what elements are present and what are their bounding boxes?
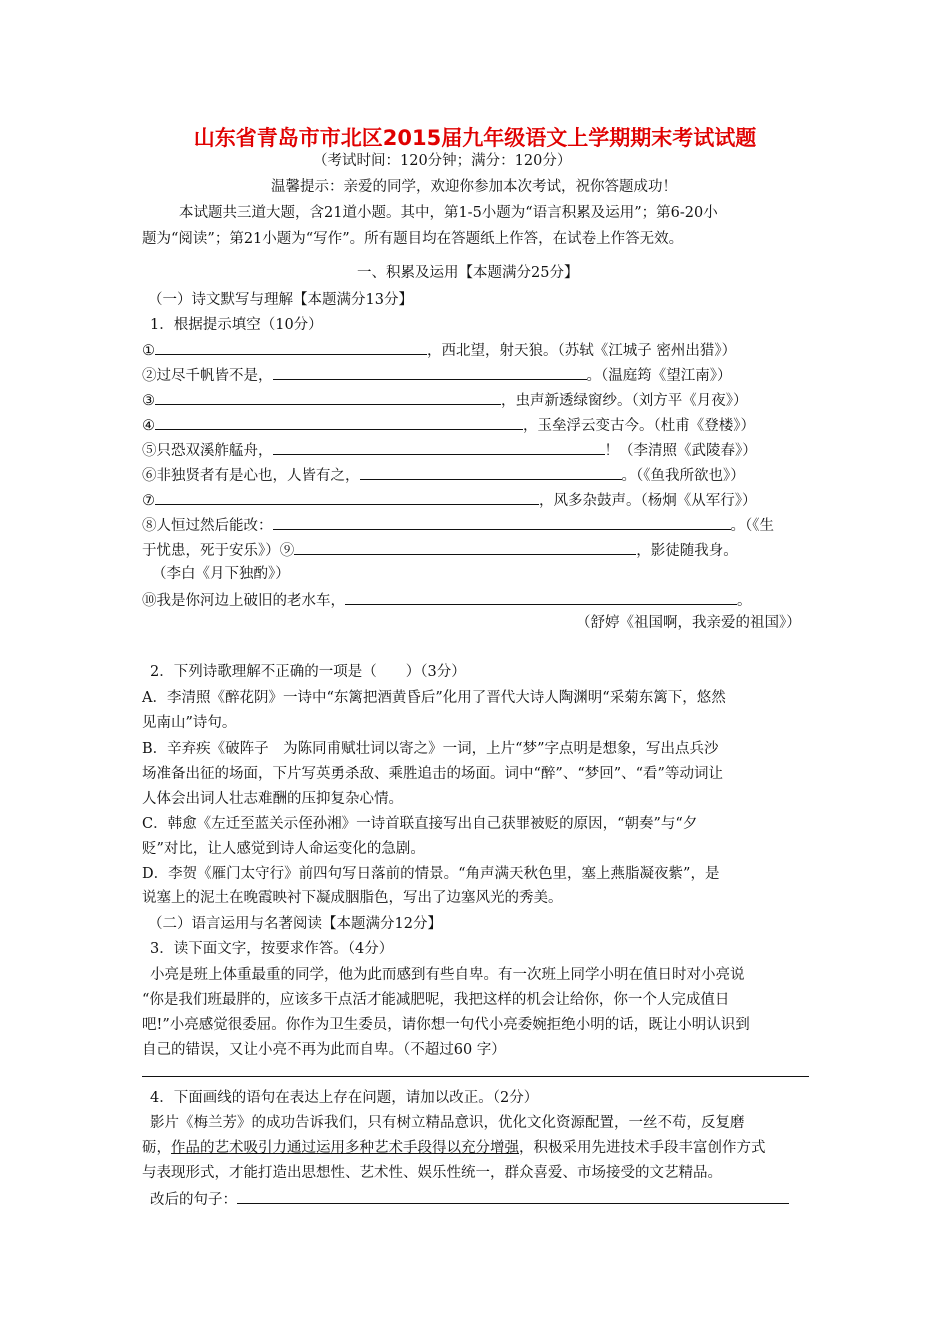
q1-line-3 [142, 389, 748, 411]
line-end: ！（李清照《武陵春》） [604, 443, 757, 459]
fill-blank[interactable] [273, 364, 587, 380]
intro-line-2: 题为“阅读”；第21小题为“写作”。所有题目均在答题纸上作答，在试卷上作答无效。 [142, 231, 684, 247]
line-text: ，风多杂鼓声。（杨炯《从军行》） [539, 493, 757, 509]
q1-line-4 [142, 414, 755, 436]
q3-para-line-4: 自己的错误，又让小亮不再为此而自卑。（不超过60 字） [142, 1042, 506, 1058]
q2-option-b-line-1: B．辛弃疾《破阵子 为陈同甫赋壮词以寄之》一词，上片“梦”字点明是想象，写出点兵沙 [142, 741, 719, 757]
q4-stem: 4．下面画线的语句在表达上存在问题，请加以改正。（2分） [150, 1090, 539, 1106]
exam-title: 山东省青岛市市北区2015届九年级语文上学期期末考试试题 [193, 126, 757, 150]
q2-option-c-line-1: C．韩愈《左迁至蓝关示侄孙湘》一诗首联直接写出自己获罪被贬的原因，“朝奏”与“夕 [142, 816, 698, 832]
q3-answer-line[interactable] [142, 1076, 809, 1077]
q4-answer-label: 改后的句子： [150, 1192, 237, 1208]
q4-text-pre: 砺， [142, 1140, 171, 1156]
q2-stem: 2．下列诗歌理解不正确的一项是（ ）（3分） [150, 664, 466, 680]
line-mark: ③ [142, 393, 155, 409]
q1-line-2 [142, 364, 732, 386]
line-text: ，虫声新透绿窗纱。（刘方平《月夜》） [501, 393, 748, 409]
q2-option-b-line-3: 人体会出词人壮志难酬的压抑复杂心情。 [142, 791, 403, 807]
q4-underlined-sentence: 作品的艺术吸引力通过运用多种艺术手段得以充分增强 [171, 1140, 519, 1156]
line-end: ，影徒随我身。 [636, 543, 738, 559]
q1-line-1 [142, 339, 736, 361]
warm-tip: 温馨提示：亲爱的同学，欢迎你参加本次考试，祝你答题成功！ [271, 179, 677, 195]
q1-stem: 1．根据提示填空（10分） [150, 317, 323, 333]
q4-answer-row [150, 1188, 789, 1210]
q1-line-11 [142, 589, 752, 611]
line-end: 。（《鱼我所欲也》） [621, 468, 745, 484]
q1-line-8 [142, 514, 774, 536]
line-text: ⑥非独贤者有是心也，人皆有之， [142, 468, 360, 484]
line-text: ⑧人恒过然后能改： [142, 518, 273, 534]
line-mark: ⑦ [142, 493, 155, 509]
q3-stem: 3．读下面文字，按要求作答。（4分） [150, 941, 394, 957]
q3-para-line-2: “你是我们班最胖的，应该多干点活才能减肥呢，我把这样的机会让给你，你一个人完成值日 [142, 992, 730, 1008]
line-end: 。 [737, 593, 752, 609]
fill-blank[interactable] [273, 514, 731, 530]
line-text: ，玉垒浮云变古今。（杜甫《登楼》） [523, 418, 755, 434]
line-text: 于忧患，死于安乐》）⑨ [142, 543, 295, 559]
part1-heading: （一）诗文默写与理解【本题满分13分】 [148, 292, 413, 308]
line-text: ⑩我是你河边上破旧的老水车， [142, 593, 345, 609]
q3-para-line-1: 小亮是班上体重最重的同学，他为此而感到有些自卑。有一次班上同学小明在值日时对小亮说 [150, 967, 745, 983]
part2-heading: （二）语言运用与名著阅读【本题满分12分】 [148, 916, 442, 932]
q3-para-line-3: 吧!”小亮感觉很委屈。你作为卫生委员，请你想一句代小亮委婉拒绝小明的话，既让小明认识到 [142, 1017, 750, 1033]
q1-line-10: （李白《月下独酌》） [152, 566, 290, 582]
line-end: 。（《生 [730, 518, 774, 534]
fill-blank[interactable] [155, 339, 427, 355]
q4-para-line-2 [142, 1138, 766, 1158]
fill-blank[interactable] [155, 389, 501, 405]
line-end: 。（温庭筠《望江南》） [586, 368, 732, 384]
q1-line-5 [142, 439, 757, 461]
q1-line-6 [142, 464, 745, 486]
q2-option-a-line-1: A．李清照《醉花阴》一诗中“东篱把酒黄昏后”化用了晋代大诗人陶渊明“采菊东篱下，悠然 [142, 690, 726, 706]
section-heading: 一、积累及运用【本题满分25分】 [357, 265, 579, 281]
q2-option-b-line-2: 场准备出征的场面，下片写英勇杀敌、乘胜追击的场面。词中“醉”、“梦回”、“看”等动词让 [142, 766, 723, 782]
intro-line-1: 本试题共三道大题，含21道小题。其中，第1-5小题为“语言积累及运用”；第6-20小 [179, 205, 718, 221]
fill-blank[interactable] [273, 439, 605, 455]
fill-blank[interactable] [294, 539, 636, 555]
q1-line-9 [142, 539, 738, 561]
q1-line-12: （舒婷《祖国啊，我亲爱的祖国》） [576, 615, 801, 631]
q4-text-post: ，积极采用先进技术手段丰富创作方式 [519, 1140, 766, 1156]
line-text: ，西北望，射天狼。（苏轼《江城子 密州出猎》） [427, 343, 737, 359]
fill-blank[interactable] [360, 464, 622, 480]
line-text: ⑤只恐双溪舴艋舟， [142, 443, 273, 459]
q4-para-line-3: 与表现形式，才能打造出思想性、艺术性、娱乐性统一，群众喜爱、市场接受的文艺精品。 [142, 1165, 722, 1181]
q2-option-d-line-2: 说塞上的泥土在晚霞映衬下凝成胭脂色，写出了边塞风光的秀美。 [142, 890, 563, 906]
q1-line-7 [142, 489, 757, 511]
line-mark: ① [142, 343, 155, 359]
line-text: ②过尽千帆皆不是， [142, 368, 273, 384]
exam-info: （考试时间：120分钟；满分：120分） [313, 153, 572, 169]
q2-option-d-line-1: D．李贺《雁门太守行》前四句写日落前的情景。“角声满天秋色里，塞上燕脂凝夜紫”，是 [142, 866, 720, 882]
q2-option-c-line-2: 贬”对比，让人感觉到诗人命运变化的急剧。 [142, 841, 425, 857]
q4-answer-blank[interactable] [237, 1188, 789, 1204]
line-mark: ④ [142, 418, 155, 434]
q4-para-line-1: 影片《梅兰芳》的成功告诉我们，只有树立精品意识，优化文化资源配置，一丝不苟，反复磨 [150, 1115, 745, 1131]
q2-option-a-line-2: 见南山”诗句。 [142, 715, 237, 731]
fill-blank[interactable] [155, 489, 539, 505]
fill-blank[interactable] [345, 589, 737, 605]
fill-blank[interactable] [155, 414, 523, 430]
